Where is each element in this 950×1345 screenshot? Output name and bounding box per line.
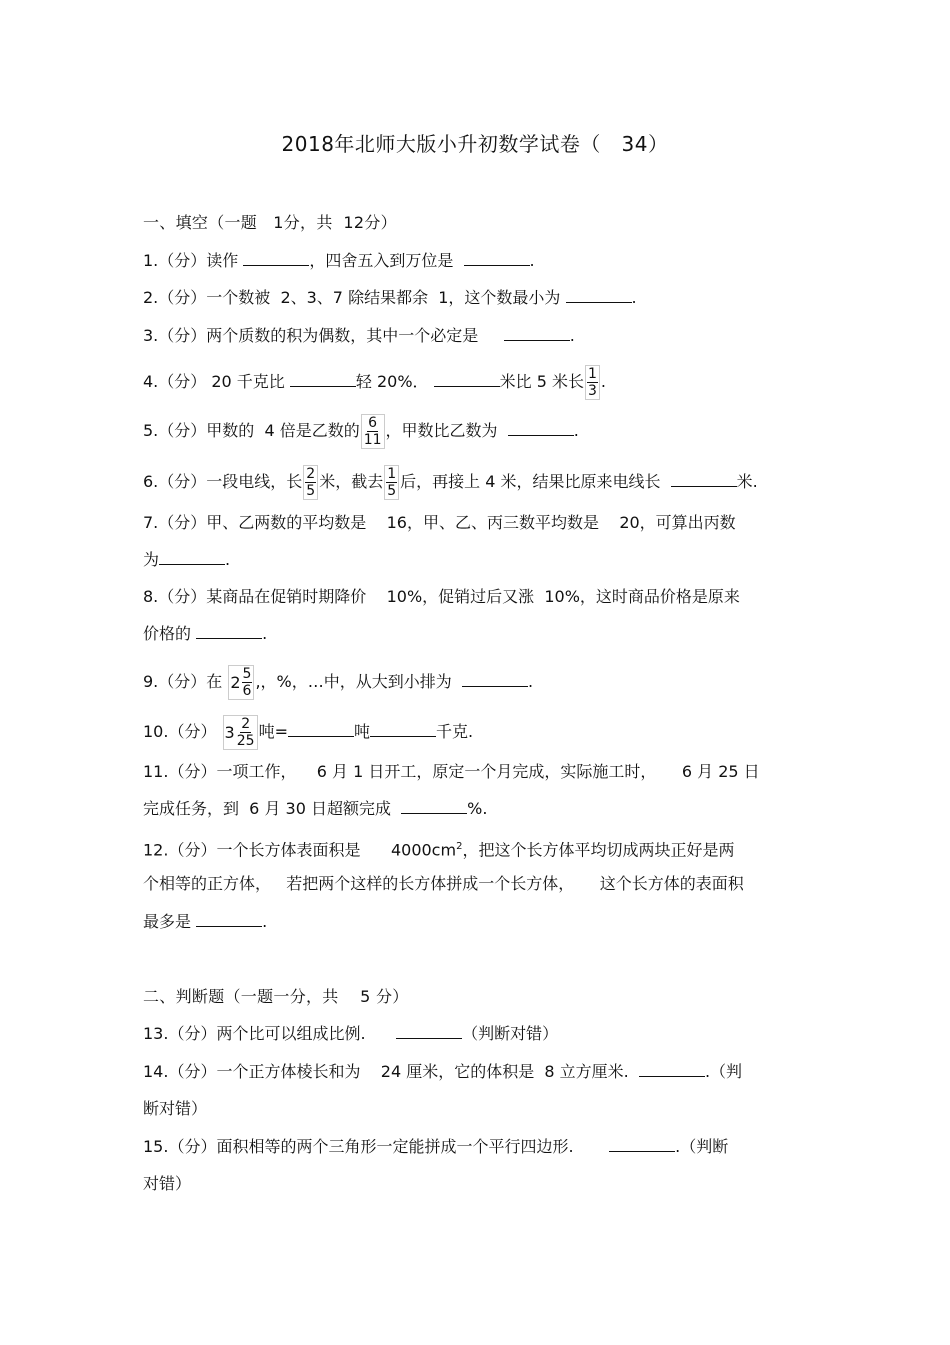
question-12-cont2: 最多是 . bbox=[143, 912, 268, 931]
question-8: 8.（分）某商品在促销时期降价 10%，促销过后又涨 10%，这时商品价格是原来 bbox=[143, 587, 740, 606]
question-9: 9.（分）在 2 $\frac{5}{6}$ ,，%，…中，从大到小排为 . bbox=[143, 666, 534, 699]
answer-blank[interactable] bbox=[243, 250, 309, 266]
mixed-number: 3 $\frac{2}{25}$ bbox=[223, 715, 258, 750]
answer-blank[interactable] bbox=[370, 721, 436, 737]
question-15: 15.（分）面积相等的两个三角形一定能拼成一个平行四边形. .（判断 bbox=[143, 1137, 729, 1156]
question-4: 4.（分） 20 千克比 轻 20%． 米比 5 米长 $\frac{1}{3}$ . bbox=[143, 366, 607, 399]
question-5: 5.（分）甲数的 4 倍是乙数的 $\frac{6}{11}$ ，甲数比乙数为 . bbox=[143, 415, 579, 448]
question-7: 7.（分）甲、乙两数的平均数是 16，甲、乙、丙三数平均数是 20，可算出丙数 bbox=[143, 513, 736, 532]
fraction: $\frac{6}{11}$ bbox=[361, 414, 385, 449]
question-6: 6.（分）一段电线，长 $\frac{2}{5}$ 米，截去 $\frac{1}{5}$ 后，再接上 4 米，结果比原来电线长 米. bbox=[143, 466, 758, 499]
answer-blank[interactable] bbox=[464, 250, 530, 266]
answer-blank[interactable] bbox=[462, 671, 528, 687]
answer-blank[interactable] bbox=[671, 471, 737, 487]
question-2: 2.（分）一个数被 2、3、7 除结果都余 1，这个数最小为 . bbox=[143, 288, 637, 307]
question-8-cont: 价格的 . bbox=[143, 624, 268, 643]
answer-blank[interactable] bbox=[396, 1023, 462, 1039]
question-14: 14.（分）一个正方体棱长和为 24 厘米，它的体积是 8 立方厘米. .（判 bbox=[143, 1062, 743, 1081]
question-7-cont: 为 . bbox=[143, 550, 231, 569]
mixed-number: 2 $\frac{5}{6}$ bbox=[228, 665, 254, 700]
question-1: 1.（分）读作 ，四舍五入到万位是 . bbox=[143, 251, 535, 270]
fraction: $\frac{2}{5}$ bbox=[303, 465, 318, 500]
answer-blank[interactable] bbox=[159, 549, 225, 565]
answer-blank[interactable] bbox=[504, 325, 570, 341]
question-12-cont: 个相等的正方体， 若把两个这样的长方体拼成一个长方体， 这个长方体的表面积 bbox=[143, 874, 744, 893]
answer-blank[interactable] bbox=[288, 721, 354, 737]
answer-blank[interactable] bbox=[196, 623, 262, 639]
fraction: $\frac{1}{3}$ bbox=[585, 365, 600, 400]
answer-blank[interactable] bbox=[508, 420, 574, 436]
page-title: 2018年北师大版小升初数学试卷（ 34） bbox=[281, 132, 669, 156]
answer-blank[interactable] bbox=[566, 287, 632, 303]
question-11-cont: 完成任务，到 6 月 30 日超额完成 %. bbox=[143, 799, 488, 818]
answer-blank[interactable] bbox=[434, 371, 500, 387]
question-12: 12.（分）一个长方体表面积是 $4000cm^2$，把这个长方体平均切成两块正好是两 bbox=[143, 840, 735, 860]
question-3: 3.（分）两个质数的积为偶数，其中一个必定是 . bbox=[143, 326, 575, 345]
question-13: 13.（分）两个比可以组成比例. （判断对错） bbox=[143, 1024, 559, 1043]
section-heading-true-false: 二、判断题（一题一分，共 5 分） bbox=[143, 987, 409, 1006]
answer-blank[interactable] bbox=[290, 371, 356, 387]
answer-blank[interactable] bbox=[609, 1136, 675, 1152]
fraction: $\frac{1}{5}$ bbox=[384, 465, 399, 500]
question-15-cont: 对错） bbox=[143, 1174, 192, 1193]
question-11: 11.（分）一项工作， 6 月 1 日开工，原定一个月完成，实际施工时， 6 月 25 日 bbox=[143, 762, 760, 781]
question-10: 10.（分） 3 $\frac{2}{25}$ 吨= 吨 千克. bbox=[143, 716, 474, 749]
question-14-cont: 断对错） bbox=[143, 1099, 208, 1118]
answer-blank[interactable] bbox=[639, 1061, 705, 1077]
answer-blank[interactable] bbox=[401, 798, 467, 814]
answer-blank[interactable] bbox=[196, 911, 262, 927]
section-heading-fill-in: 一、填空（一题 1分，共 12分） bbox=[143, 213, 397, 232]
